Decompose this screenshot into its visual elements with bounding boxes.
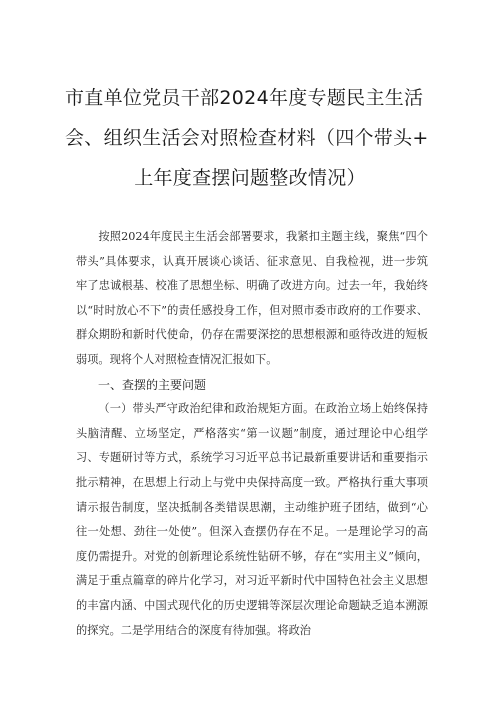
document-body [76, 225, 428, 643]
title-line-1: 市直单位党员干部2024年度专题民主生活 [65, 87, 424, 109]
document-title [40, 78, 460, 198]
title-line-2: 会、组织生活会对照检查材料（四个带头+ [65, 127, 429, 149]
section-paragraph: （一）带头严守政治纪律和政治规矩方面。在政治立场上始终保持头脑清醒、立场坚定，严格落实“第一议题”制度，通过理论中心组学习、专题研讨等方式，系统学习习近平总书记最新重要讲话和重要指示批示精神，在思想上行动上与党中央保持高度一致。严格执行重大事项请示报告制度，坚决抵制各类错误思潮，主动维护班子团结，做到“心往一处想、劲往一处使”。但深入查摆仍存在不足。一是理论学习的高度仍需提升。对党的创新理论系统性钻研不够，存在“实用主义”倾向，满足于重点篇章的碎片化学习，对习近平新时代中国特色社会主义思想的丰富内涵、中国式现代化的历史逻辑等深层次理论命题缺乏追本溯源的探究。二是学用结合的深度有待加强。将政治 [76, 402, 428, 637]
section-heading: 一、查摆的主要问题 [98, 377, 207, 392]
title-line-3: 上年度查摆问题整改情况） [134, 167, 366, 189]
intro-paragraph: 按照2024年度民主生活会部署要求，我紧扣主题主线，聚焦“四个带头”具体要求，认真开展谈心谈话、征求意见、自我检视，进一步筑牢了忠诚根基、校准了思想坐标、明确了改进方向。过去一年，我始终以“时时放心不下”的责任感投身工作，但对照市委市政府的工作要求、群众期盼和新时代使命，仍存在需要深挖的思想根源和亟待改进的短板弱项。现将个人对照检查情况汇报如下。 [76, 230, 428, 366]
